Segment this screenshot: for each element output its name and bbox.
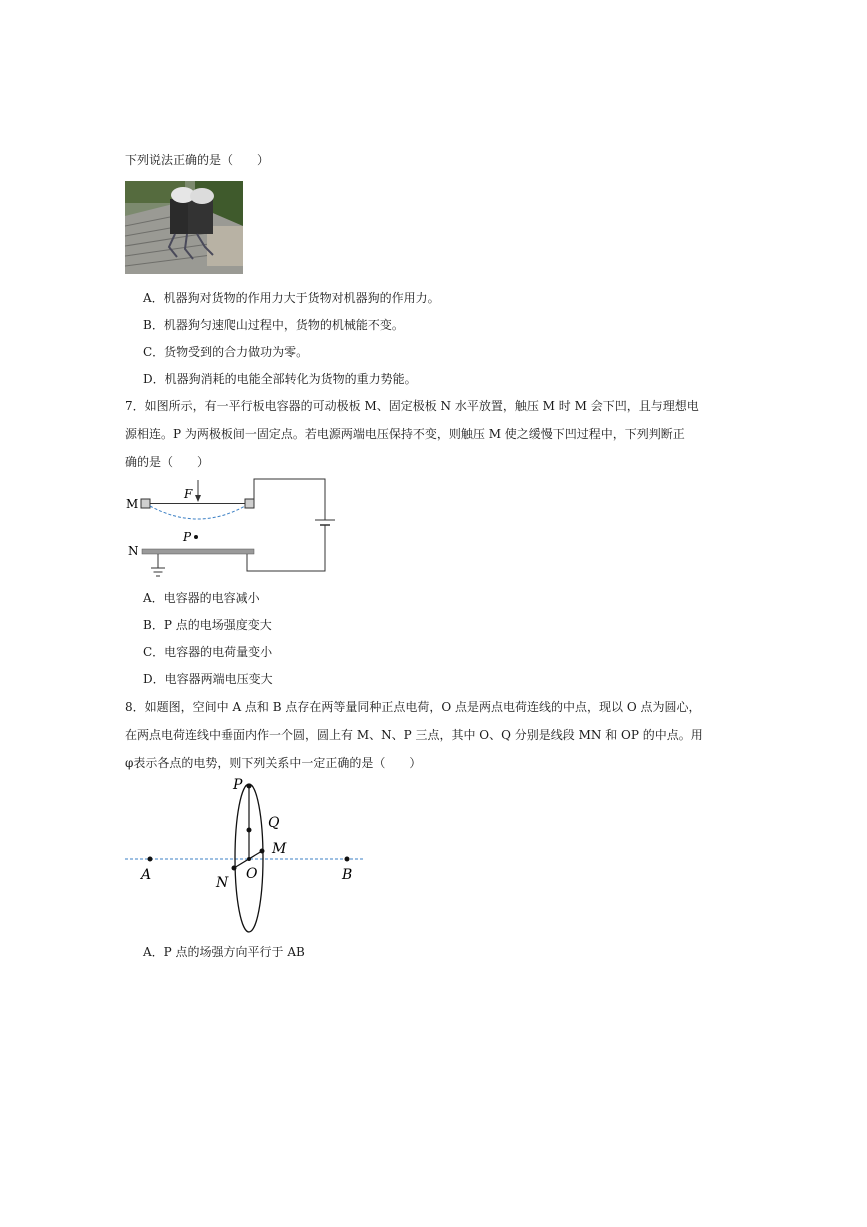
q6-option-c: C．货物受到的合力做功为零。 bbox=[143, 345, 309, 359]
q7-option-c: C．电容器的电荷量变小 bbox=[143, 645, 273, 659]
plate-m-right-block bbox=[245, 499, 254, 508]
q6-stem-tail: 下列说法正确的是（ ） bbox=[125, 153, 270, 167]
plate-m-sag-curve bbox=[150, 506, 245, 519]
ground-icon bbox=[151, 568, 165, 576]
q7-stem-line-2: 源相连。P 为两极板间一固定点。若电源两端电压保持不变，则触压 M 使之缓慢下凹过程中，下列判断正 bbox=[125, 427, 685, 441]
point-b-dot bbox=[345, 857, 350, 862]
point-q-dot bbox=[247, 828, 252, 833]
q6-option-b: B．机器狗匀速爬山过程中，货物的机械能不变。 bbox=[143, 318, 404, 332]
plate-n bbox=[142, 549, 254, 554]
point-a-dot bbox=[148, 857, 153, 862]
label-m: M bbox=[272, 841, 287, 857]
point-p-dot bbox=[247, 784, 252, 789]
label-a: A bbox=[141, 867, 152, 883]
point-n-dot bbox=[232, 866, 237, 871]
plate-m-left-block bbox=[141, 499, 150, 508]
label-q: Q bbox=[268, 815, 280, 831]
q8-option-a: A．P 点的场强方向平行于 AB bbox=[143, 945, 305, 959]
capacitor-circuit-diagram bbox=[120, 470, 340, 585]
point-o-dot bbox=[247, 857, 251, 861]
label-p: P bbox=[233, 777, 243, 793]
q7-option-a: A．电容器的电容减小 bbox=[143, 591, 260, 605]
point-m-dot bbox=[260, 849, 265, 854]
q6-option-d: D．机器狗消耗的电能全部转化为货物的重力势能。 bbox=[143, 372, 417, 386]
point-p-label: P bbox=[183, 530, 192, 544]
q8-stem-line-1: 8．如题图，空间中 A 点和 B 点存在两等量同种正点电荷，O 点是两点电荷连线的中点，现以 O 点为圆心， bbox=[125, 700, 701, 714]
q7-stem-line-1: 7．如图所示，有一平行板电容器的可动极板 M、固定极板 N 水平放置，触压 M 时 M 会下凹，且与理想电 bbox=[125, 399, 699, 413]
plate-m-label: M bbox=[126, 497, 139, 511]
label-o: O bbox=[246, 866, 258, 882]
label-n: N bbox=[216, 875, 229, 891]
q8-stem-line-2: 在两点电荷连线中垂面内作一个圆，圆上有 M、N、P 三点，其中 O、Q 分别是线段 MN 和 OP 的中点。用 bbox=[125, 728, 703, 742]
q8-stem-line-3: φ表示各点的电势，则下列关系中一定正确的是（ ） bbox=[125, 756, 422, 770]
q6-option-a: A．机器狗对货物的作用力大于货物对机器狗的作用力。 bbox=[143, 291, 440, 305]
force-arrow-icon bbox=[195, 495, 201, 502]
force-label: F bbox=[184, 487, 193, 501]
q7-option-d: D．电容器两端电压变大 bbox=[143, 672, 273, 686]
plate-n-label: N bbox=[128, 544, 139, 558]
label-b: B bbox=[342, 867, 353, 883]
robot-dog-photo bbox=[125, 181, 243, 274]
q7-stem-line-3: 确的是（ ） bbox=[125, 455, 210, 469]
q7-option-b: B．P 点的电场强度变大 bbox=[143, 618, 272, 632]
point-p-dot bbox=[194, 535, 198, 539]
charges-circle-diagram bbox=[120, 775, 380, 940]
